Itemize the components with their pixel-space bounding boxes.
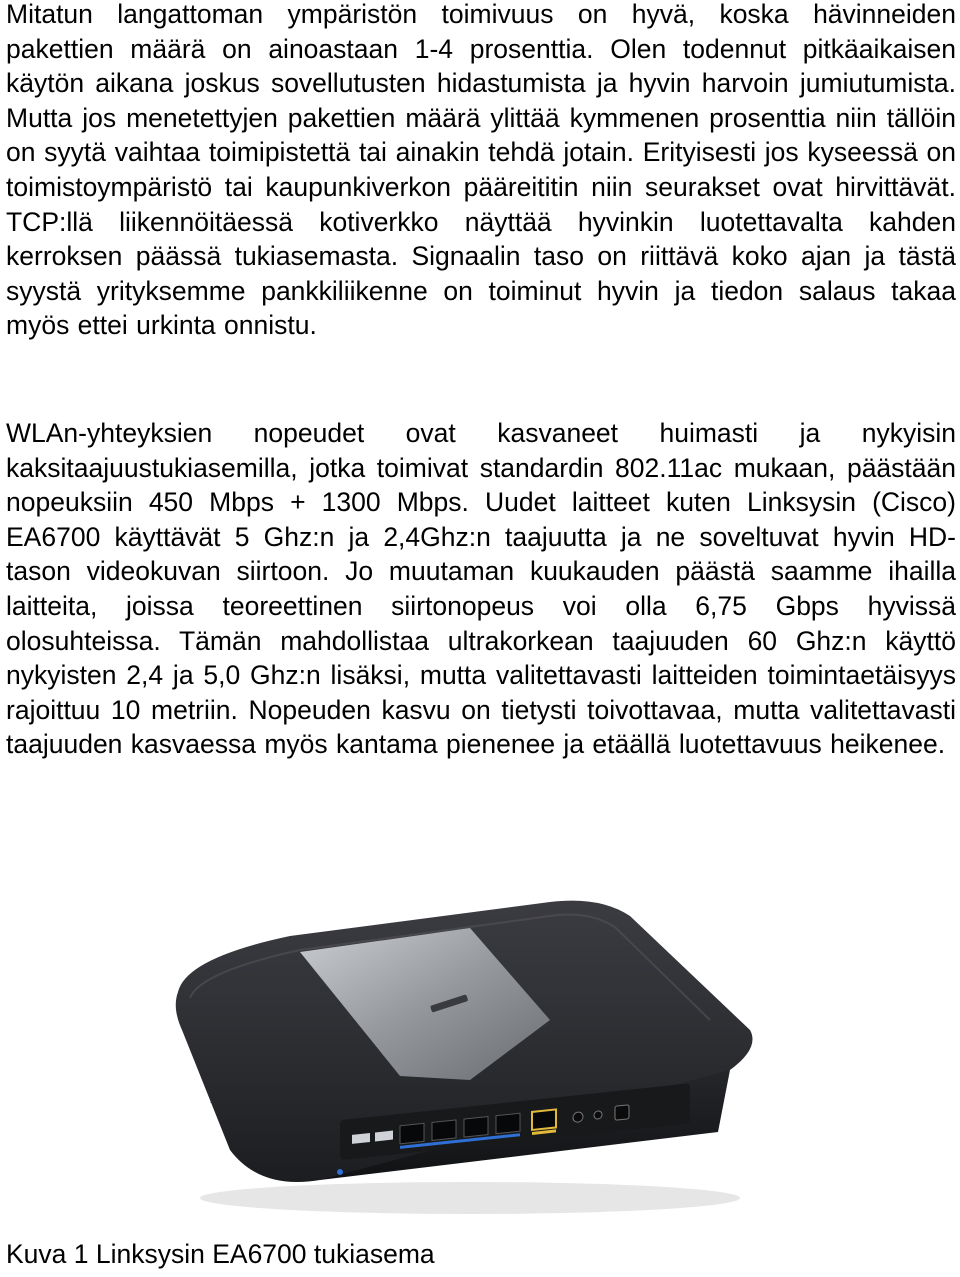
body-paragraph-2: WLAn-yhteyksien nopeudet ovat kasvaneet huimasti ja nykyisin kaksitaajuustukiasemilla, jotka toimivat standardin 802.11ac mukaan, päästään nopeuksiin 450 Mbps + 1300 Mbps. Uudet laitteet kuten Linksysin (Cisco) EA6700 käyttävät 5 Ghz:n ja 2,4Ghz:n taajuutta ja ne soveltuvat hyvin HD-tason videokuvan siirtoon. Jo muutaman kuukauden päästä saamme ihailla laitteita, joissa teoreettinen siirtonopeus voi olla 6,75 Gbps hyvissä olosuhteissa. Tämän mahdollistaa ultrakorkean taajuuden 60 Ghz:n käyttö nykyisten 2,4 ja 5,0 Ghz:n lisäksi, mutta valitettavasti laitteiden toimintaetäisyys rajoittuu 10 metriin. Nopeuden kasvu on tietysti toivottavaa, mutta valitettavasti taajuuden kasvaessa myös kantama pienenee ja etäällä luotettavuus heikenee. bbox=[6, 418, 956, 760]
body-paragraph-1: Mitatun langattoman ympäristön toimivuus on hyvä, koska hävinneiden pakettien määrä on ainoastaan 1-4 prosenttia. Olen todennut pitkäaikaisen käytön aikana joskus sovellutusten hidastumista ja hyvin harvoin jumiutumista. Mutta jos menetettyjen pakettien määrä ylittää kymmenen prosenttia niin tällöin on syytä vaihtaa toimipistettä tai ainakin tehdä jotain. Erityisesti jos kyseessä on toimistoympäristö tai kaupunkiverkon pääreititin niin seurakset ovat hirvittävät. TCP:llä liikennöitäessä kotiverkko näyttää hyvinkin luotettavalta kahden kerroksen päässä tukiasemasta. Signaalin taso on riittävä koko ajan ja tästä syystä yrityksemme pankkiliikenne on toiminut hyvin ja tiedon salaus takaa myös ettei urkinta onnistu. bbox=[6, 0, 956, 341]
router-figure bbox=[170, 880, 770, 1230]
figure-caption: Kuva 1 Linksysin EA6700 tukiasema bbox=[6, 1239, 435, 1269]
router-image bbox=[170, 880, 770, 1230]
